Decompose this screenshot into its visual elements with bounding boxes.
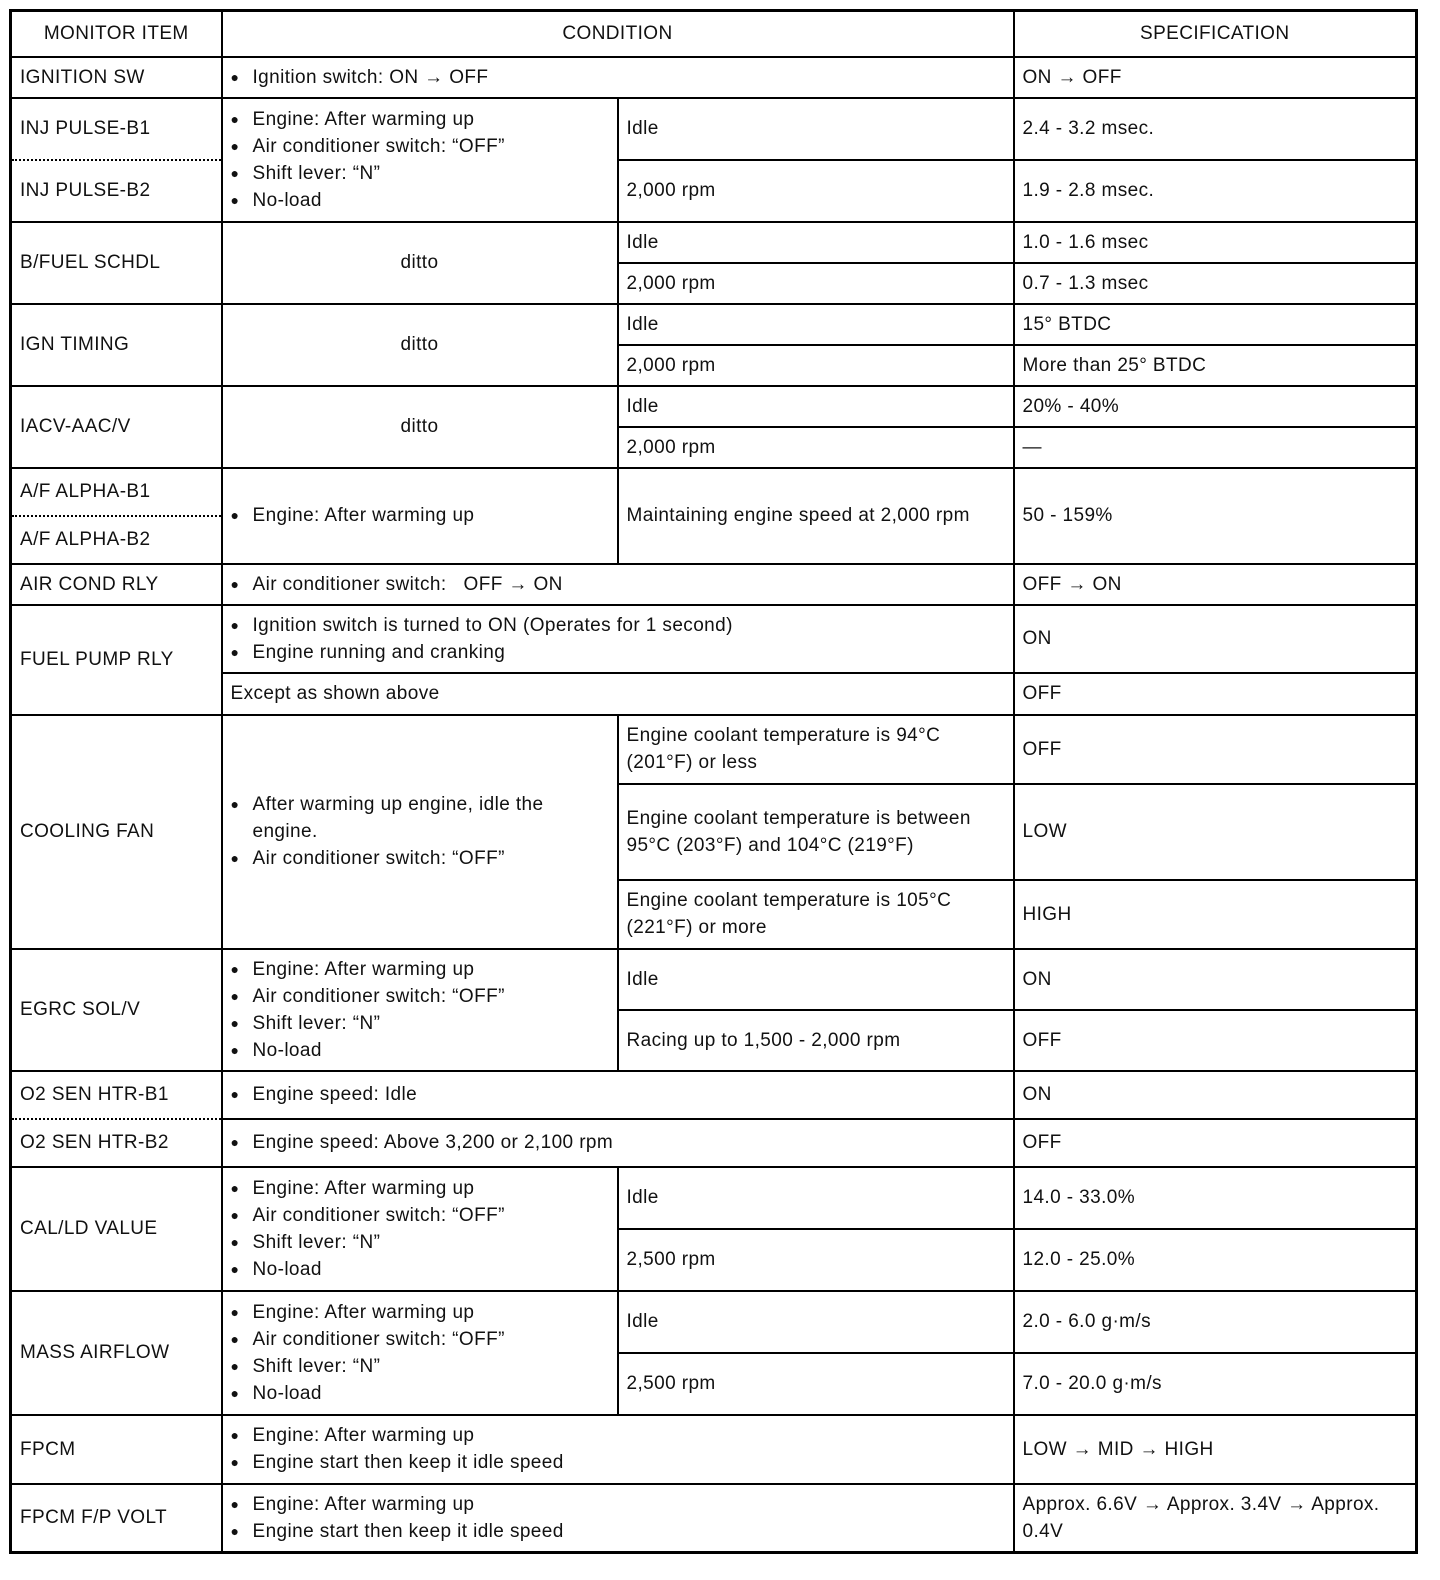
monitor-item: AIR COND RLY <box>11 564 222 605</box>
condition-bullet: ● Shift lever: “N” <box>231 1353 609 1380</box>
condition-bullet: ● Shift lever: “N” <box>231 160 609 187</box>
monitor-item: FUEL PUMP RLY <box>11 605 222 715</box>
condition-bullet: ● Engine running and cranking <box>231 639 1005 666</box>
condition-bullet: ● Engine speed: Above 3,200 or 2,100 rpm <box>231 1129 1005 1156</box>
condition-cell: Except as shown above <box>222 673 1014 715</box>
condition-ditto: ditto <box>222 304 618 386</box>
table-row <box>11 1167 1417 1229</box>
condition-cell <box>222 468 618 564</box>
spec-cell: 7.0 - 20.0 g·m/s <box>1014 1353 1417 1415</box>
header-monitor-item: MONITOR ITEM <box>11 11 222 57</box>
sub-condition-cell: Idle <box>618 386 1014 427</box>
condition-cell <box>222 564 1014 605</box>
spec-cell: 14.0 - 33.0% <box>1014 1167 1417 1229</box>
monitor-spec-table <box>9 9 1418 1554</box>
spec-cell: OFF <box>1014 1010 1417 1071</box>
table-row <box>11 673 1417 715</box>
condition-bullet: ● Shift lever: “N” <box>231 1010 609 1037</box>
sub-condition-cell: Idle <box>618 949 1014 1010</box>
spec-cell: LOW → MID → HIGH <box>1014 1415 1417 1484</box>
condition-cell <box>222 98 618 222</box>
table-row <box>11 1415 1417 1484</box>
monitor-item: EGRC SOL/V <box>11 949 222 1071</box>
monitor-item: FPCM F/P VOLT <box>11 1484 222 1553</box>
spec-cell: HIGH <box>1014 880 1417 949</box>
table-row <box>11 468 1417 516</box>
sub-condition-cell: 2,000 rpm <box>618 263 1014 304</box>
condition-bullet: ● Air conditioner switch: “OFF” <box>231 1326 609 1353</box>
spec-cell: 2.4 - 3.2 msec. <box>1014 98 1417 160</box>
monitor-item: INJ PULSE-B2 <box>11 160 222 222</box>
condition-bullet: ● Engine: After warming up <box>231 1491 1005 1518</box>
sub-condition-cell: Idle <box>618 98 1014 160</box>
table-row <box>11 1119 1417 1167</box>
sub-condition-cell: Idle <box>618 304 1014 345</box>
monitor-item: A/F ALPHA-B2 <box>11 516 222 564</box>
table-row <box>11 949 1417 1010</box>
spec-cell: 20% - 40% <box>1014 386 1417 427</box>
spec-cell: OFF <box>1014 673 1417 715</box>
monitor-item: FPCM <box>11 1415 222 1484</box>
spec-cell: More than 25° BTDC <box>1014 345 1417 386</box>
header-specification: SPECIFICATION <box>1014 11 1417 57</box>
sub-condition-cell: Idle <box>618 222 1014 263</box>
spec-cell: 50 - 159% <box>1014 468 1417 564</box>
header-row <box>11 11 1417 57</box>
condition-bullet: ● Engine: After warming up <box>231 1422 1005 1449</box>
condition-cell <box>222 715 618 949</box>
sub-condition-cell: 2,000 rpm <box>618 160 1014 222</box>
table-row <box>11 160 1417 222</box>
spec-cell: ON → OFF <box>1014 57 1417 98</box>
condition-bullet: ● No-load <box>231 1037 609 1064</box>
table-row <box>11 1291 1417 1353</box>
condition-cell <box>222 1167 618 1291</box>
condition-bullet: ● Air conditioner switch: OFF → ON <box>231 571 1005 598</box>
spec-cell: LOW <box>1014 784 1417 880</box>
condition-bullet: ● Air conditioner switch: “OFF” <box>231 983 609 1010</box>
condition-bullet: ● Engine: After warming up <box>231 956 609 983</box>
table-row <box>11 605 1417 673</box>
sub-condition-cell: Maintaining engine speed at 2,000 rpm <box>618 468 1014 564</box>
table-row <box>11 98 1417 160</box>
spec-cell: 12.0 - 25.0% <box>1014 1229 1417 1291</box>
table-row <box>11 386 1417 427</box>
condition-bullet: ● No-load <box>231 187 609 214</box>
monitor-item: O2 SEN HTR-B2 <box>11 1119 222 1167</box>
spec-cell: Approx. 6.6V → Approx. 3.4V → Approx. 0.4V <box>1014 1484 1417 1553</box>
sub-condition-cell: 2,500 rpm <box>618 1353 1014 1415</box>
condition-bullet: ● Ignition switch is turned to ON (Operates for 1 second) <box>231 612 1005 639</box>
spec-cell: 1.0 - 1.6 msec <box>1014 222 1417 263</box>
condition-bullet: ● No-load <box>231 1380 609 1407</box>
table-row <box>11 715 1417 784</box>
monitor-item: INJ PULSE-B1 <box>11 98 222 160</box>
table-row <box>11 304 1417 345</box>
table-row <box>11 564 1417 605</box>
monitor-item: O2 SEN HTR-B1 <box>11 1071 222 1119</box>
spec-cell: ON <box>1014 605 1417 673</box>
condition-ditto: ditto <box>222 386 618 468</box>
condition-cell <box>222 949 618 1071</box>
condition-bullet: ● Engine: After warming up <box>231 106 609 133</box>
sub-condition-cell: 2,500 rpm <box>618 1229 1014 1291</box>
sub-condition-cell: Idle <box>618 1167 1014 1229</box>
condition-bullet: ● Air conditioner switch: “OFF” <box>231 133 609 160</box>
monitor-item: B/FUEL SCHDL <box>11 222 222 304</box>
monitor-spec-table-container <box>9 9 1415 1554</box>
sub-condition-cell: Engine coolant temperature is between 95°C (203°F) and 104°C (219°F) <box>618 784 1014 880</box>
monitor-item: MASS AIRFLOW <box>11 1291 222 1415</box>
table-row <box>11 222 1417 263</box>
condition-bullet: ● After warming up engine, idle the engine. <box>231 791 609 845</box>
spec-cell: 15° BTDC <box>1014 304 1417 345</box>
condition-cell <box>222 1484 1014 1553</box>
condition-bullet: ● Ignition switch: ON → OFF <box>231 64 1005 91</box>
sub-condition-cell: Engine coolant temperature is 94°C (201°F) or less <box>618 715 1014 784</box>
spec-cell: OFF <box>1014 715 1417 784</box>
spec-cell: ON <box>1014 949 1417 1010</box>
sub-condition-cell: 2,000 rpm <box>618 427 1014 468</box>
condition-bullet: ● Shift lever: “N” <box>231 1229 609 1256</box>
condition-bullet: ● Air conditioner switch: “OFF” <box>231 845 609 872</box>
spec-cell: OFF → ON <box>1014 564 1417 605</box>
spec-cell: 1.9 - 2.8 msec. <box>1014 160 1417 222</box>
monitor-item: IGNITION SW <box>11 57 222 98</box>
spec-cell: — <box>1014 427 1417 468</box>
monitor-item: IACV-AAC/V <box>11 386 222 468</box>
header-condition: CONDITION <box>222 11 1014 57</box>
condition-cell <box>222 1071 1014 1119</box>
condition-bullet: ● Engine: After warming up <box>231 502 609 529</box>
spec-cell: 2.0 - 6.0 g·m/s <box>1014 1291 1417 1353</box>
sub-condition-cell: Idle <box>618 1291 1014 1353</box>
sub-condition-cell: Racing up to 1,500 - 2,000 rpm <box>618 1010 1014 1071</box>
sub-condition-cell: 2,000 rpm <box>618 345 1014 386</box>
spec-cell: OFF <box>1014 1119 1417 1167</box>
spec-cell: ON <box>1014 1071 1417 1119</box>
monitor-item: CAL/LD VALUE <box>11 1167 222 1291</box>
condition-cell <box>222 605 1014 673</box>
condition-bullet: ● No-load <box>231 1256 609 1283</box>
monitor-item: IGN TIMING <box>11 304 222 386</box>
monitor-item: A/F ALPHA-B1 <box>11 468 222 516</box>
condition-bullet: ● Engine speed: Idle <box>231 1081 1005 1108</box>
condition-bullet: ● Engine: After warming up <box>231 1299 609 1326</box>
condition-cell <box>222 57 1014 98</box>
table-row <box>11 57 1417 98</box>
table-row <box>11 1484 1417 1553</box>
condition-bullet: ● Engine start then keep it idle speed <box>231 1518 1005 1545</box>
condition-bullet: ● Engine start then keep it idle speed <box>231 1449 1005 1476</box>
sub-condition-cell: Engine coolant temperature is 105°C (221°F) or more <box>618 880 1014 949</box>
condition-ditto: ditto <box>222 222 618 304</box>
condition-cell <box>222 1291 618 1415</box>
table-row <box>11 1071 1417 1119</box>
condition-cell <box>222 1415 1014 1484</box>
spec-cell: 0.7 - 1.3 msec <box>1014 263 1417 304</box>
condition-bullet: ● Engine: After warming up <box>231 1175 609 1202</box>
monitor-item: COOLING FAN <box>11 715 222 949</box>
condition-bullet: ● Air conditioner switch: “OFF” <box>231 1202 609 1229</box>
condition-cell <box>222 1119 1014 1167</box>
